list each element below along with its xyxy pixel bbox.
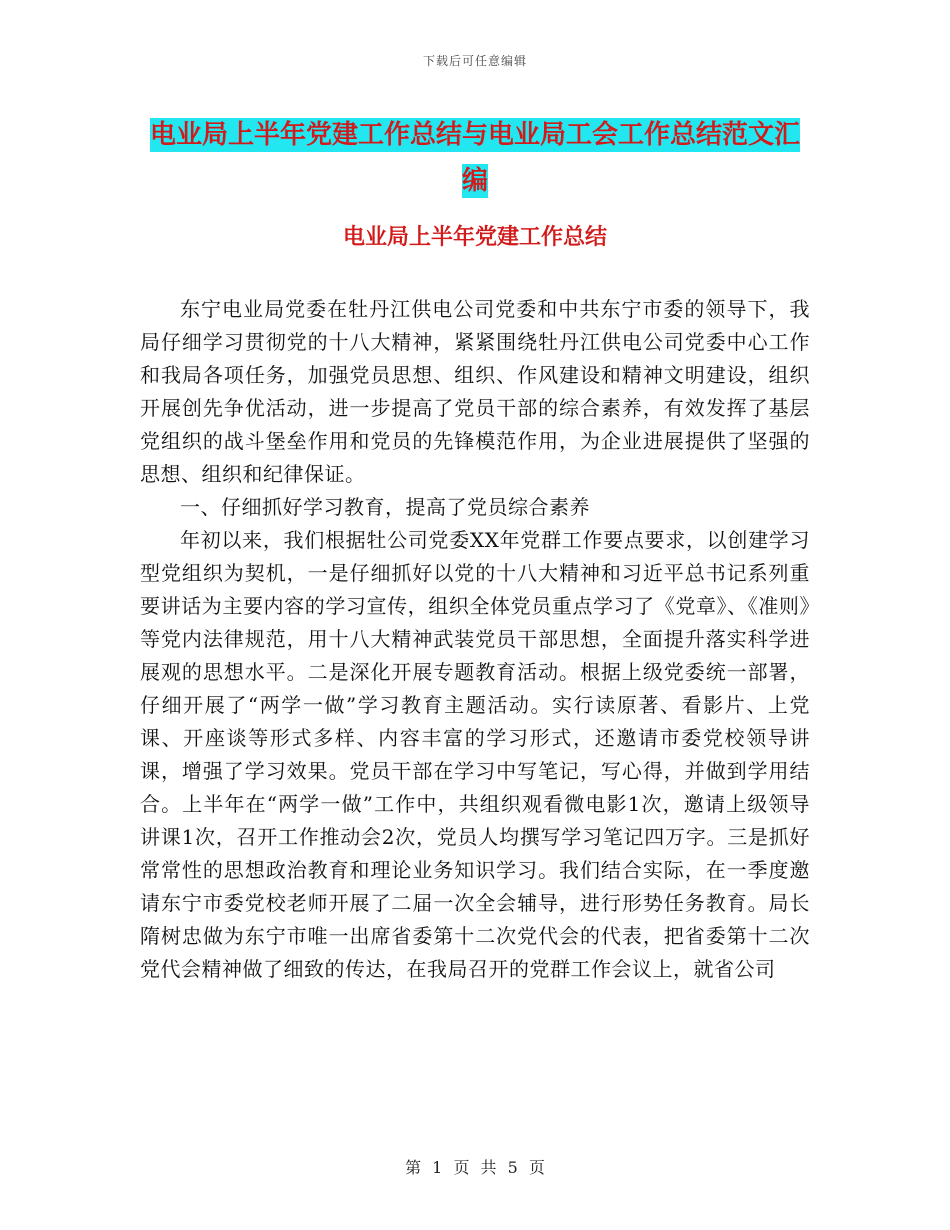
document-title <box>140 112 810 204</box>
header-note: 下载后可任意编辑 <box>422 54 527 68</box>
paragraph-intro: 东宁电业局党委在牡丹江供电公司党委和中共东宁市委的领导下，我局仔细学习贯彻党的十八大精神，紧紧围绕牡丹江供电公司党委中心工作和我局各项任务，加强党员思想、组织、作风建设和精神文明建设，组织开展创先争优活动，进一步提高了党员干部的综合素养，有效发挥了基层党组织的战斗堡垒作用和党员的先锋模范作用，为企业进展提供了坚强的思想、组织和纪律保证。 <box>140 297 810 486</box>
document-title-text: 电业局上半年党建工作总结与电业局工会工作总结范文汇编 <box>149 120 800 196</box>
page-footer: 第 1 页 共 5 页 <box>405 1158 545 1177</box>
paragraph-heading-1: 一、仔细抓好学习教育，提高了党员综合素养 <box>180 495 590 519</box>
document-body <box>140 293 810 986</box>
section-title: 电业局上半年党建工作总结 <box>342 225 607 250</box>
paragraph-study: 年初以来，我们根据牡公司党委XX年党群工作要点要求，以创建学习型党组织为契机，一是仔细抓好以党的十八大精神和习近平总书记系列重要讲话为主要内容的学习宣传，组织全体党员重点学习了《党章》、《准则》等党内法律规范，用十八大精神武装党员干部思想，全面提升落实科学进展观的思想水平。二是深化开展专题教育活动。根据上级党委统一部署，仔细开展了“两学一做”学习教育主题活动。实行读原著、看影片、上党课、开座谈等形式多样、内容丰富的学习形式，还邀请市委党校领导讲课，增强了学习效果。党员干部在学习中写笔记，写心得，并做到学用结合。上半年在“两学一做”工作中，共组织观看微电影1次，邀请上级领导讲课1次，召开工作推动会2次，党员人均撰写学习笔记四万字。三是抓好常常性的思想政治教育和理论业务知识学习。我们结合实际，在一季度邀请东宁市委党校老师开展了二届一次全会辅导，进行形势任务教育。局长隋树忠做为东宁市唯一出席省委第十二次党代会的代表，把省委第十二次党代会精神做了细致的传达，在我局召开的党群工作会议上，就省公司 <box>140 528 810 981</box>
